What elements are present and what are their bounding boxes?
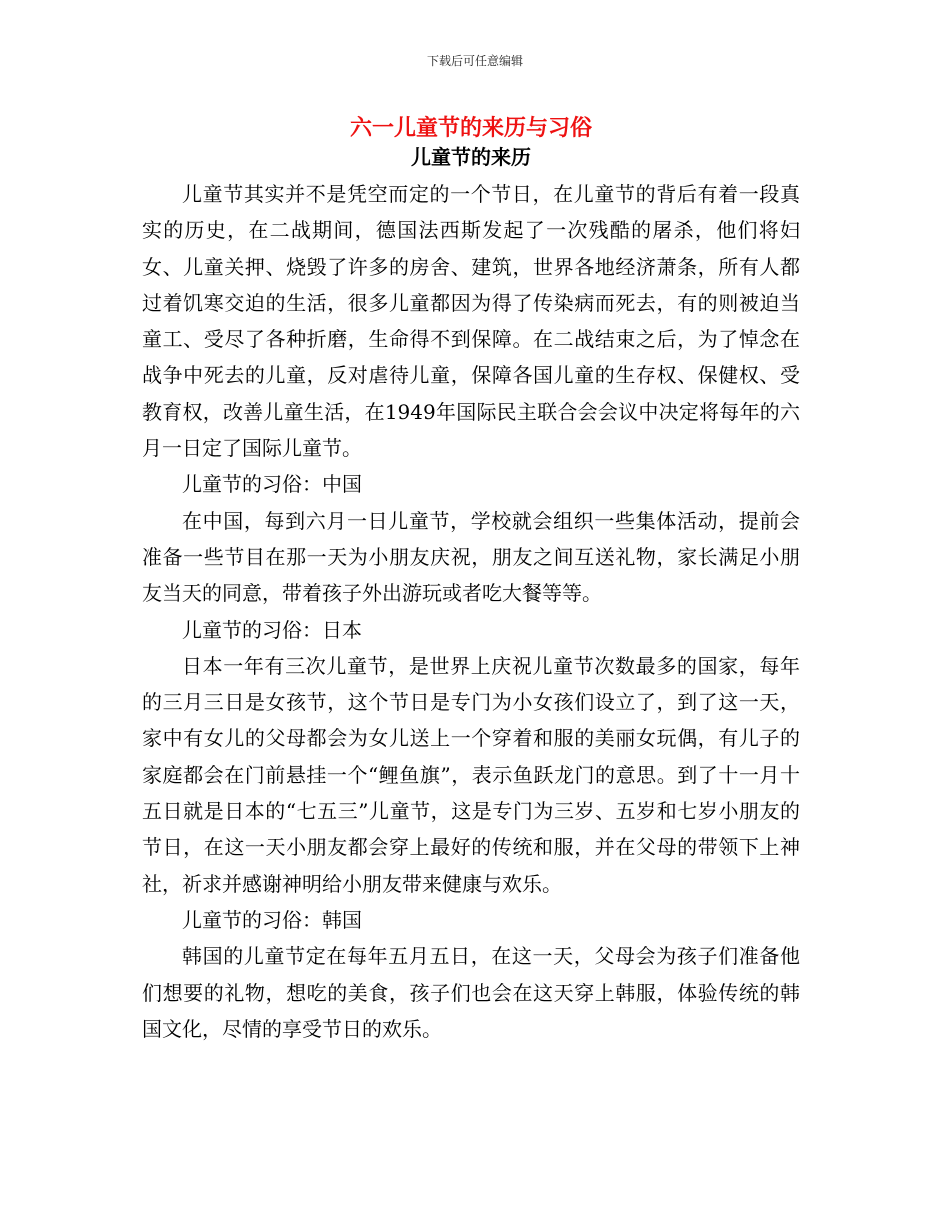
document-title: 六一儿童节的来历与习俗	[349, 115, 592, 141]
japan-paragraph: 日本一年有三次儿童节，是世界上庆祝儿童节次数最多的国家，每年的三月三日是女孩节，这个节日是专门为小女孩们设立了，到了这一天，家中有女儿的父母都会为女儿送上一个穿着和服的美丽女玩偶，有儿子的家庭都会在门前悬挂一个“鲤鱼旗”，表示鱼跃龙门的意思。到了十一月十五日就是日本的“七五三”儿童节，这是专门为三岁、五岁和七岁小朋友的节日，在这一天小朋友都会穿上最好的传统和服，并在父母的带领下上神社，祈求并感谢神明给小朋友带来健康与欢乐。	[142, 653, 800, 896]
section-heading-korea: 儿童节的习俗：韩国	[182, 907, 362, 932]
korea-paragraph: 韩国的儿童节定在每年五月五日，在这一天，父母会为孩子们准备他们想要的礼物，想吃的美食，孩子们也会在这天穿上韩服，体验传统的韩国文化，尽情的享受节日的欢乐。	[142, 944, 800, 1041]
china-paragraph: 在中国，每到六月一日儿童节，学校就会组织一些集体活动，提前会准备一些节目在那一天为小朋友庆祝，朋友之间互送礼物，家长满足小朋友当天的同意，带着孩子外出游玩或者吃大餐等等。	[142, 508, 800, 606]
page-header-note: 下载后可任意编辑	[426, 54, 523, 68]
section-heading-china: 儿童节的习俗：中国	[182, 472, 362, 497]
document-subtitle: 儿童节的来历	[411, 145, 531, 169]
history-paragraph: 儿童节其实并不是凭空而定的一个节日，在儿童节的背后有着一段真实的历史，在二战期间，德国法西斯发起了一次残酷的屠杀，他们将妇女、儿童关押、烧毁了许多的房舍、建筑，世界各地经济萧条，所有人都过着饥寒交迫的生活，很多儿童都因为得了传染病而死去，有的则被迫当童工、受尽了各种折磨，生命得不到保障。在二战结束之后，为了悼念在战争中死去的儿童，反对虐待儿童，保障各国儿童的生存权、保健权、受教育权，改善儿童生活，在1949年国际民主联合会会议中决定将每年的六月一日定了国际儿童节。	[142, 182, 800, 461]
document-body	[142, 112, 800, 1047]
section-heading-japan: 儿童节的习俗：日本	[182, 617, 362, 642]
